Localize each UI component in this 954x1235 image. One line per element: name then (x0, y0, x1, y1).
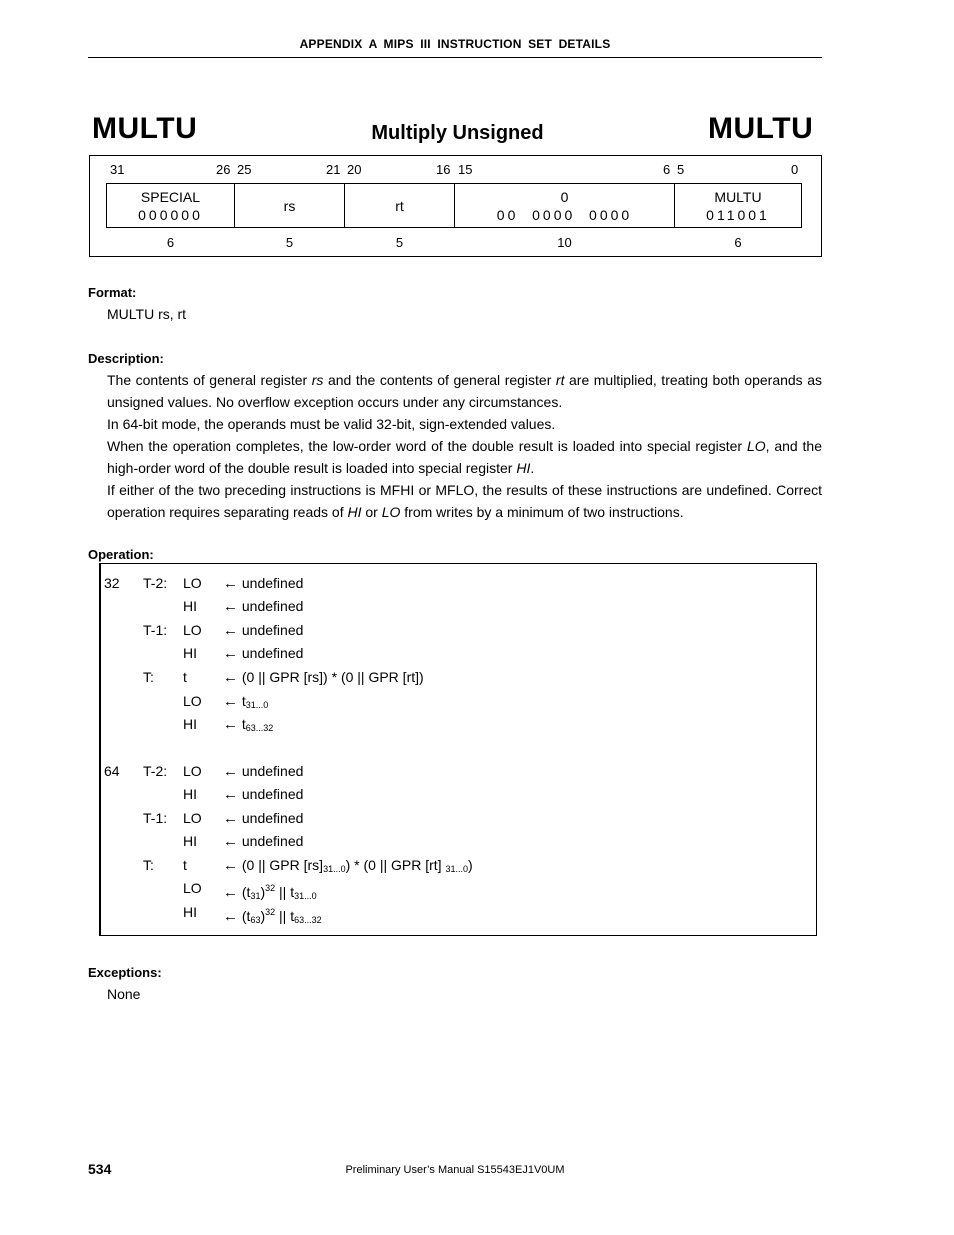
header-rule (88, 57, 822, 58)
field-function (674, 183, 802, 228)
op-register: HI (183, 786, 197, 802)
description-paragraph: When the operation completes, the low-order word of the double result is loaded into special register LO, and the high-order word of the double result is loaded into special register HI. (107, 438, 822, 476)
description-heading: Description: (88, 351, 164, 366)
field-zero (454, 183, 675, 228)
bit-position: 0 (791, 162, 799, 177)
format-syntax: MULTU rs, rt (107, 306, 187, 322)
op-expression: ← (0 || GPR $[rs]_{31...0}) * (0$ || GPR [rt] $_{31...0}$) (223, 857, 473, 874)
op-expression: ← (0 || GPR [rs]) * (0 || GPR [rt]) (223, 669, 424, 686)
field-special (106, 183, 235, 228)
running-header: APPENDIX A MIPS III INSTRUCTION SET DETAILS (299, 37, 611, 51)
field-name: rs (283, 197, 296, 214)
op-expression: ← undefined (223, 810, 304, 827)
op-time: T-1: (143, 622, 168, 638)
op-expression: ← undefined (223, 575, 304, 592)
field-bits: 011001 (706, 206, 770, 223)
op-register: LO (183, 622, 202, 638)
op-time: T: (143, 669, 154, 685)
description-paragraph: In 64-bit mode, the operands must be valid 32-bit, sign-extended values. (107, 416, 556, 432)
op-expression: ← undefined (223, 645, 304, 662)
bit-position: 25 (237, 162, 252, 177)
field-name: 0 (560, 188, 569, 205)
op-register: HI (183, 645, 197, 661)
op-register: LO (183, 810, 202, 826)
field-rs (234, 183, 345, 228)
op-expression: ← $(t_{63})^{32}$ || $t_{63...32}$ (223, 907, 322, 925)
op-expression: ← undefined (223, 622, 304, 639)
instruction-name: Multiply Unsigned (371, 122, 544, 144)
description-paragraph: The contents of general register rs and the contents of general register rt are multiplied, treating both operands as unsigned values. No overflow exception occurs under any circumstances. (107, 372, 822, 410)
op-register: LO (183, 575, 202, 591)
op-expression: ← undefined (223, 598, 304, 615)
op-mode: 64 (104, 763, 120, 779)
op-register: HI (183, 716, 197, 732)
exceptions-heading: Exceptions: (88, 965, 162, 980)
field-name: rt (395, 197, 404, 214)
field-width: 5 (285, 235, 294, 250)
op-time: T-1: (143, 810, 168, 826)
page-number: 534 (88, 1161, 112, 1177)
bit-position: 5 (677, 162, 685, 177)
op-register: LO (183, 763, 202, 779)
bit-position: 16 (436, 162, 451, 177)
footer-manual: Preliminary User’s Manual S15543EJ1V0UM (345, 1164, 565, 1176)
field-width: 6 (734, 235, 742, 250)
description-body (107, 369, 822, 523)
field-width: 5 (395, 235, 404, 250)
op-time: T-2: (143, 763, 168, 779)
exceptions-text: None (107, 986, 141, 1002)
op-expression: ← $(t_{31})^{32}$ || $t_{31...0}$ (223, 883, 317, 901)
field-bits: 000000 (138, 206, 203, 223)
bit-position: 26 (216, 162, 231, 177)
bit-position: 15 (458, 162, 473, 177)
op-expression: ← $t_{31...0}$ (223, 693, 269, 710)
mnemonic-left: MULTU (92, 112, 198, 145)
field-width: 6 (166, 235, 175, 250)
bit-position: 20 (347, 162, 362, 177)
op-register: HI (183, 598, 197, 614)
operation-heading: Operation: (88, 547, 154, 562)
field-rt (344, 183, 455, 228)
mnemonic-right: MULTU (708, 112, 814, 145)
op-expression: ← undefined (223, 786, 304, 803)
bit-position: 21 (326, 162, 341, 177)
op-register: HI (183, 833, 197, 849)
op-register: LO (183, 693, 202, 709)
op-time: T: (143, 857, 154, 873)
op-expression: ← $t_{63...32}$ (223, 716, 274, 733)
op-register: LO (183, 880, 202, 896)
field-name: SPECIAL (140, 188, 201, 205)
op-register: t (183, 669, 187, 685)
operation-box (99, 563, 817, 936)
op-expression: ← undefined (223, 763, 304, 780)
bit-position: 31 (110, 162, 125, 177)
field-width: 10 (557, 235, 572, 250)
op-expression: ← undefined (223, 833, 304, 850)
format-heading: Format: (88, 285, 137, 300)
field-name: MULTU (714, 188, 762, 205)
description-paragraph: If either of the two preceding instructions is MFHI or MFLO, the results of these instructions are undefined. Correct operation requires separating reads of HI or LO from writes by a minimum of two instructions. (107, 482, 822, 520)
op-time: T-2: (143, 575, 168, 591)
op-register: t (183, 857, 187, 873)
op-mode: 32 (104, 575, 120, 591)
op-register: HI (183, 904, 197, 920)
bit-position: 6 (663, 162, 671, 177)
field-bits: 00 0000 0000 (496, 206, 633, 223)
